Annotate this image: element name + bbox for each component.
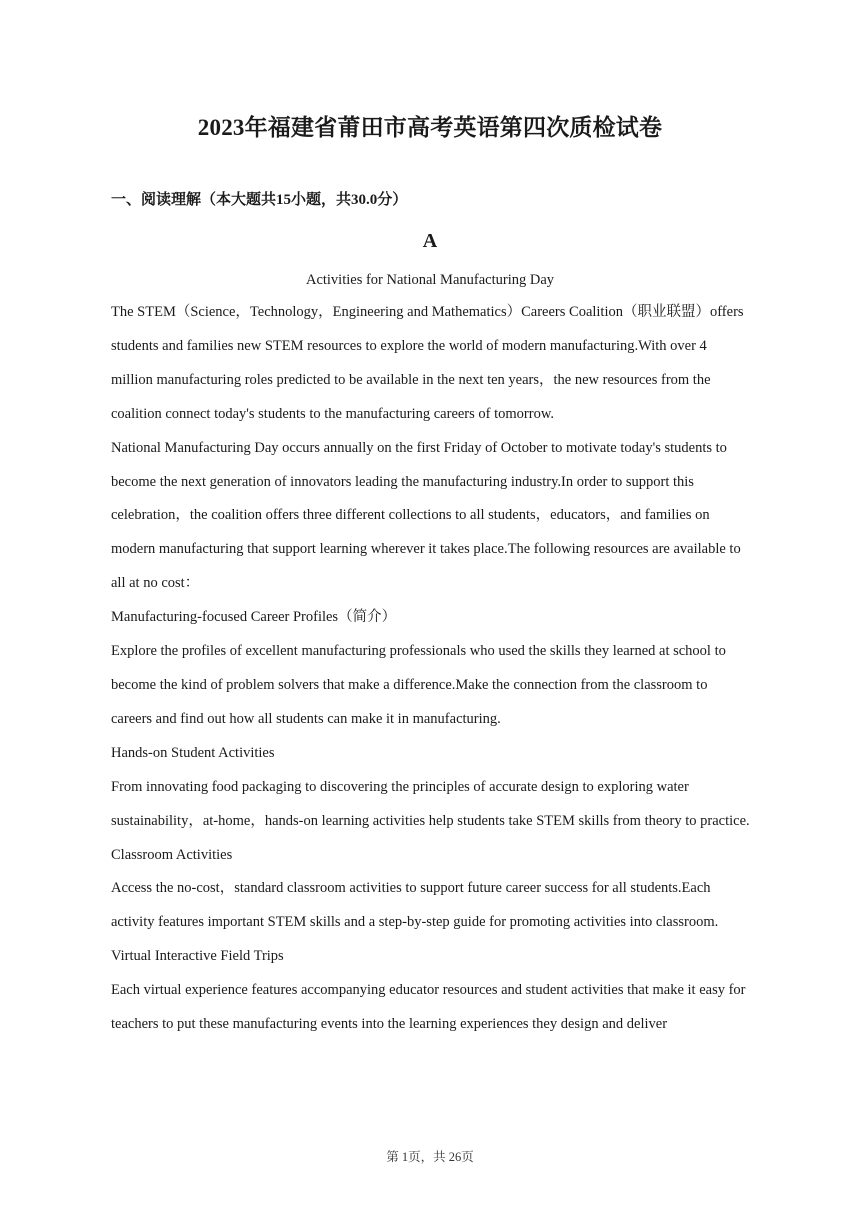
- subheading-classroom-activities: Classroom Activities: [111, 846, 233, 863]
- section-heading: 一、阅读理解（本大题共15小题，共30.0分）: [111, 192, 408, 208]
- paragraph-classroom-activities: Access the no-cost，standard classroom activities to support future career success for all students.Each activity features important STEM skills and a step-by-step guide for promoting activities into classroom.: [111, 880, 719, 931]
- passage-title: Activities for National Manufacturing Day: [305, 272, 555, 288]
- subheading-field-trips: Virtual Interactive Field Trips: [111, 948, 284, 965]
- paragraph-field-trips: Each virtual experience features accompanying educator resources and student activities that make it easy for teachers to put these manufacturing events into the learning experiences they design and deliver: [111, 982, 746, 1033]
- paragraph-manufacturing-day: National Manufacturing Day occurs annually on the first Friday of October to motivate today's students to become the next generation of innovators leading the manufacturing industry.In order to support this celebration，the coalition offers three different collections to all students，educators，and families on modern manufacturing that support learning wherever it takes place.The following resources are available to all at no cost：: [111, 439, 741, 592]
- passage-body: [111, 296, 751, 1042]
- subheading-career-profiles: Manufacturing-focused Career Profiles（简介）: [111, 609, 397, 626]
- paragraph-intro: The STEM（Science，Technology，Engineering and Mathematics）Careers Coalition（职业联盟）offers students and families new STEM resources to explore the world of modern manufacturing.With over 4 million manufacturing roles predicted to be available in the next ten years，the new resources from the coalition connect today's students to the manufacturing careers of tomorrow.: [111, 304, 744, 422]
- passage-letter: A: [422, 230, 438, 252]
- page-number-footer: 第 1页，共 26页: [386, 1150, 474, 1164]
- subheading-student-activities: Hands-on Student Activities: [111, 744, 275, 761]
- paragraph-student-activities: From innovating food packaging to discovering the principles of accurate design to exploring water sustainability，at-home，hands-on learning activities help students take STEM skills from theory to practice.: [111, 778, 750, 829]
- document-title: 2023年福建省莆田市高考英语第四次质检试卷: [197, 115, 663, 140]
- paragraph-career-profiles: Explore the profiles of excellent manufacturing professionals who used the skills they learned at school to become the kind of problem solvers that make a difference.Make the connection from the classroom to careers and find out how all students can make it in manufacturing.: [111, 643, 726, 727]
